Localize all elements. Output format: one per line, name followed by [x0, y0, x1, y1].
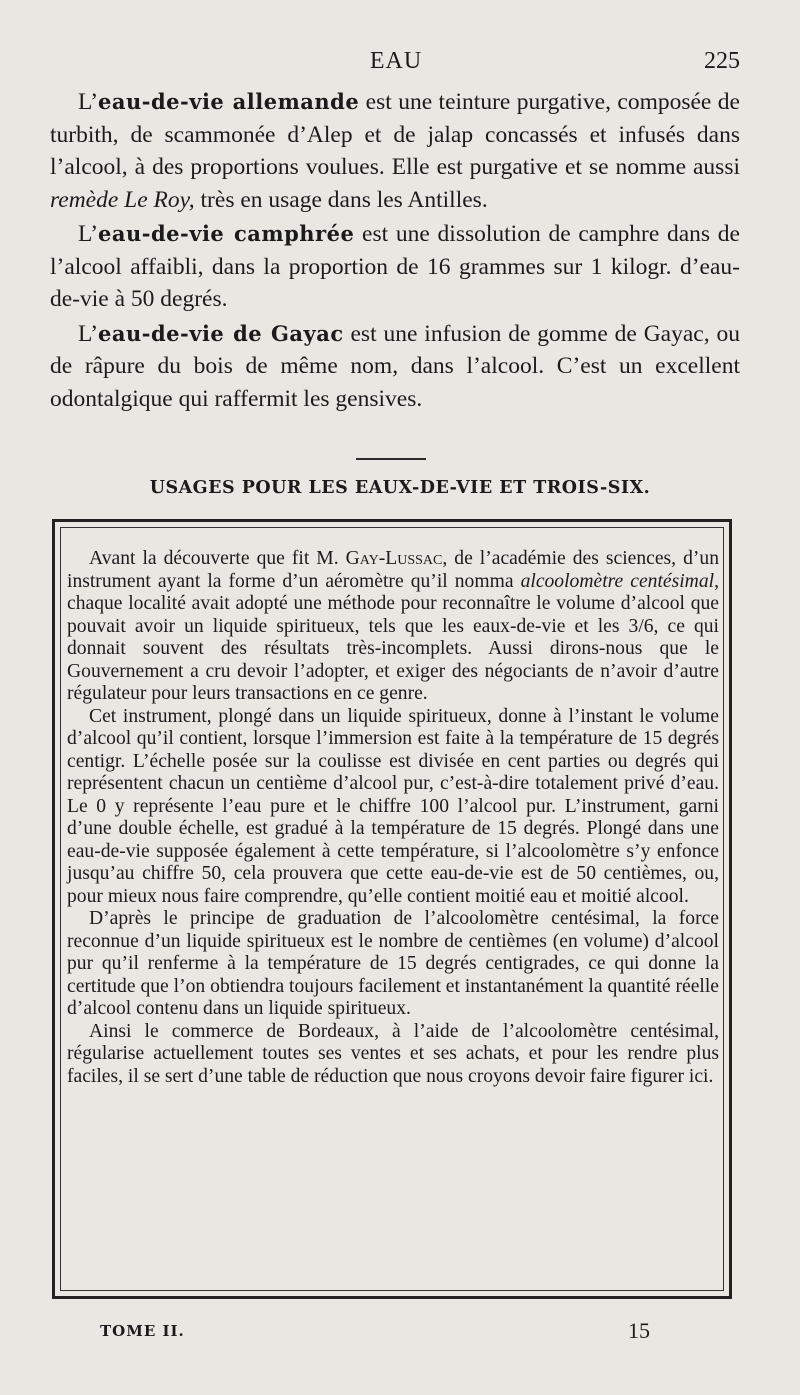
- entry-lead: L’: [78, 320, 99, 347]
- para-text: , chaque localité avait adopté une méthode pour reconnaître le volume d’alcool que pouvait avoir un liquide spiritueux, tels que les eaux-de-vie et les 3/6, ce qui donnait souvent des résultats très-incomplets. Aussi dirons-nous que le Gouvernement a cru devoir l’adopter, et exiger des négociants de n’avoir d’autre régulateur pour leurs transactions en ce genre.: [67, 570, 719, 704]
- signature-mark: 15: [628, 1318, 650, 1343]
- person-name: Gay-Lussac: [345, 548, 443, 569]
- entry-camphree: [50, 218, 740, 316]
- entry-term: eau-de-vie de Gayac: [98, 320, 344, 346]
- entry-lead: L’: [78, 89, 99, 115]
- box-text: [67, 548, 719, 1088]
- volume-label: TOME II.: [100, 1322, 185, 1340]
- entry-term: eau-de-vie camphrée: [98, 221, 355, 246]
- entry-gayac: [50, 318, 740, 416]
- entry-tail: très en usage dans les Antilles.: [194, 186, 488, 213]
- entry-lead: L’: [78, 221, 99, 247]
- running-head-title: EAU: [369, 48, 423, 74]
- running-head: [52, 48, 740, 80]
- page-number: 225: [704, 48, 740, 74]
- box-paragraph-1: [67, 548, 719, 706]
- box-paragraph-3: D’après le principe de graduation de l’alcoolomètre centésimal, la force reconnue d’un liquide spiritueux est le nombre de centièmes (en volume) d’alcool pur qu’il renferme à la température de 15 degrés centigrades, ce qui donne la certitude que l’on obtiendra toujours facilement et instantanément la quantité réelle d’alcool contenu dans un liquide spiritueux.: [67, 908, 719, 1019]
- boxed-text: [52, 519, 732, 1299]
- italic-term: alcoolomètre centésimal: [520, 570, 715, 592]
- entry-text: est une infusion de gomme de Gayac, ou de râpure du bois de même nom, dans l’alcool. C’est un excellent odontalgique qui raffermit les gensives.: [50, 320, 740, 412]
- para-text: Avant la découverte que fit M.: [89, 548, 346, 569]
- entries: [50, 86, 740, 417]
- para-text: , de l’académie des sciences, d’un instrument ayant la forme d’un aéromètre qu’il nomma: [67, 548, 719, 592]
- entry-text: est une dissolution de camphre dans de l’alcool affaibli, dans la proportion de 16 grammes sur 1 kilogr. d’eau-de-vie à 50 degrés.: [50, 221, 740, 312]
- section-heading: USAGES POUR LES EAUX-DE-VIE ET TROIS-SIX.: [149, 478, 651, 498]
- box-paragraph-4: Ainsi le commerce de Bordeaux, à l’aide de l’alcoolomètre centésimal, régularise actuellement toutes ses ventes et ses achats, et pour les rendre plus faciles, il se sert d’une table de réduction que nous croyons devoir faire figurer ici.: [67, 1020, 719, 1087]
- entry-text: est une teinture purgative, composée de turbith, de scammonée d’Alep et de jalap concassés et infusés dans l’alcool, à des proportions voulues. Elle est purgative et se nomme aussi: [50, 89, 740, 180]
- entry-term: eau-de-vie allemande: [98, 89, 360, 114]
- separator-rule: [356, 458, 426, 460]
- box-paragraph-2: Cet instrument, plongé dans un liquide spiritueux, donne à l’instant le volume d’alcool qu’il contient, lorsque l’immersion est faite à la température de 15 degrés centigr. L’échelle posée sur la coulisse est divisée en cent parties ou degrés qui représentent chacun un centième d’alcool pur, c’est-à-dire totalement privé d’eau. Le 0 y représente l’eau pure et le chiffre 100 l’alcool pur. L’instrument, garni d’une double échelle, est gradué à la température de 15 degrés. Plongé dans une eau-de-vie supposée également à cette température, si l’alcoolomètre s’y enfonce jusqu’au chiffre 50, cela prouvera que cette eau-de-vie est de 50 centièmes, ou, pour mieux nous faire comprendre, qu’elle contient moitié eau et moitié alcool.: [67, 705, 719, 907]
- entry-italic: remède Le Roy,: [50, 186, 195, 213]
- entry-allemande: [50, 86, 740, 216]
